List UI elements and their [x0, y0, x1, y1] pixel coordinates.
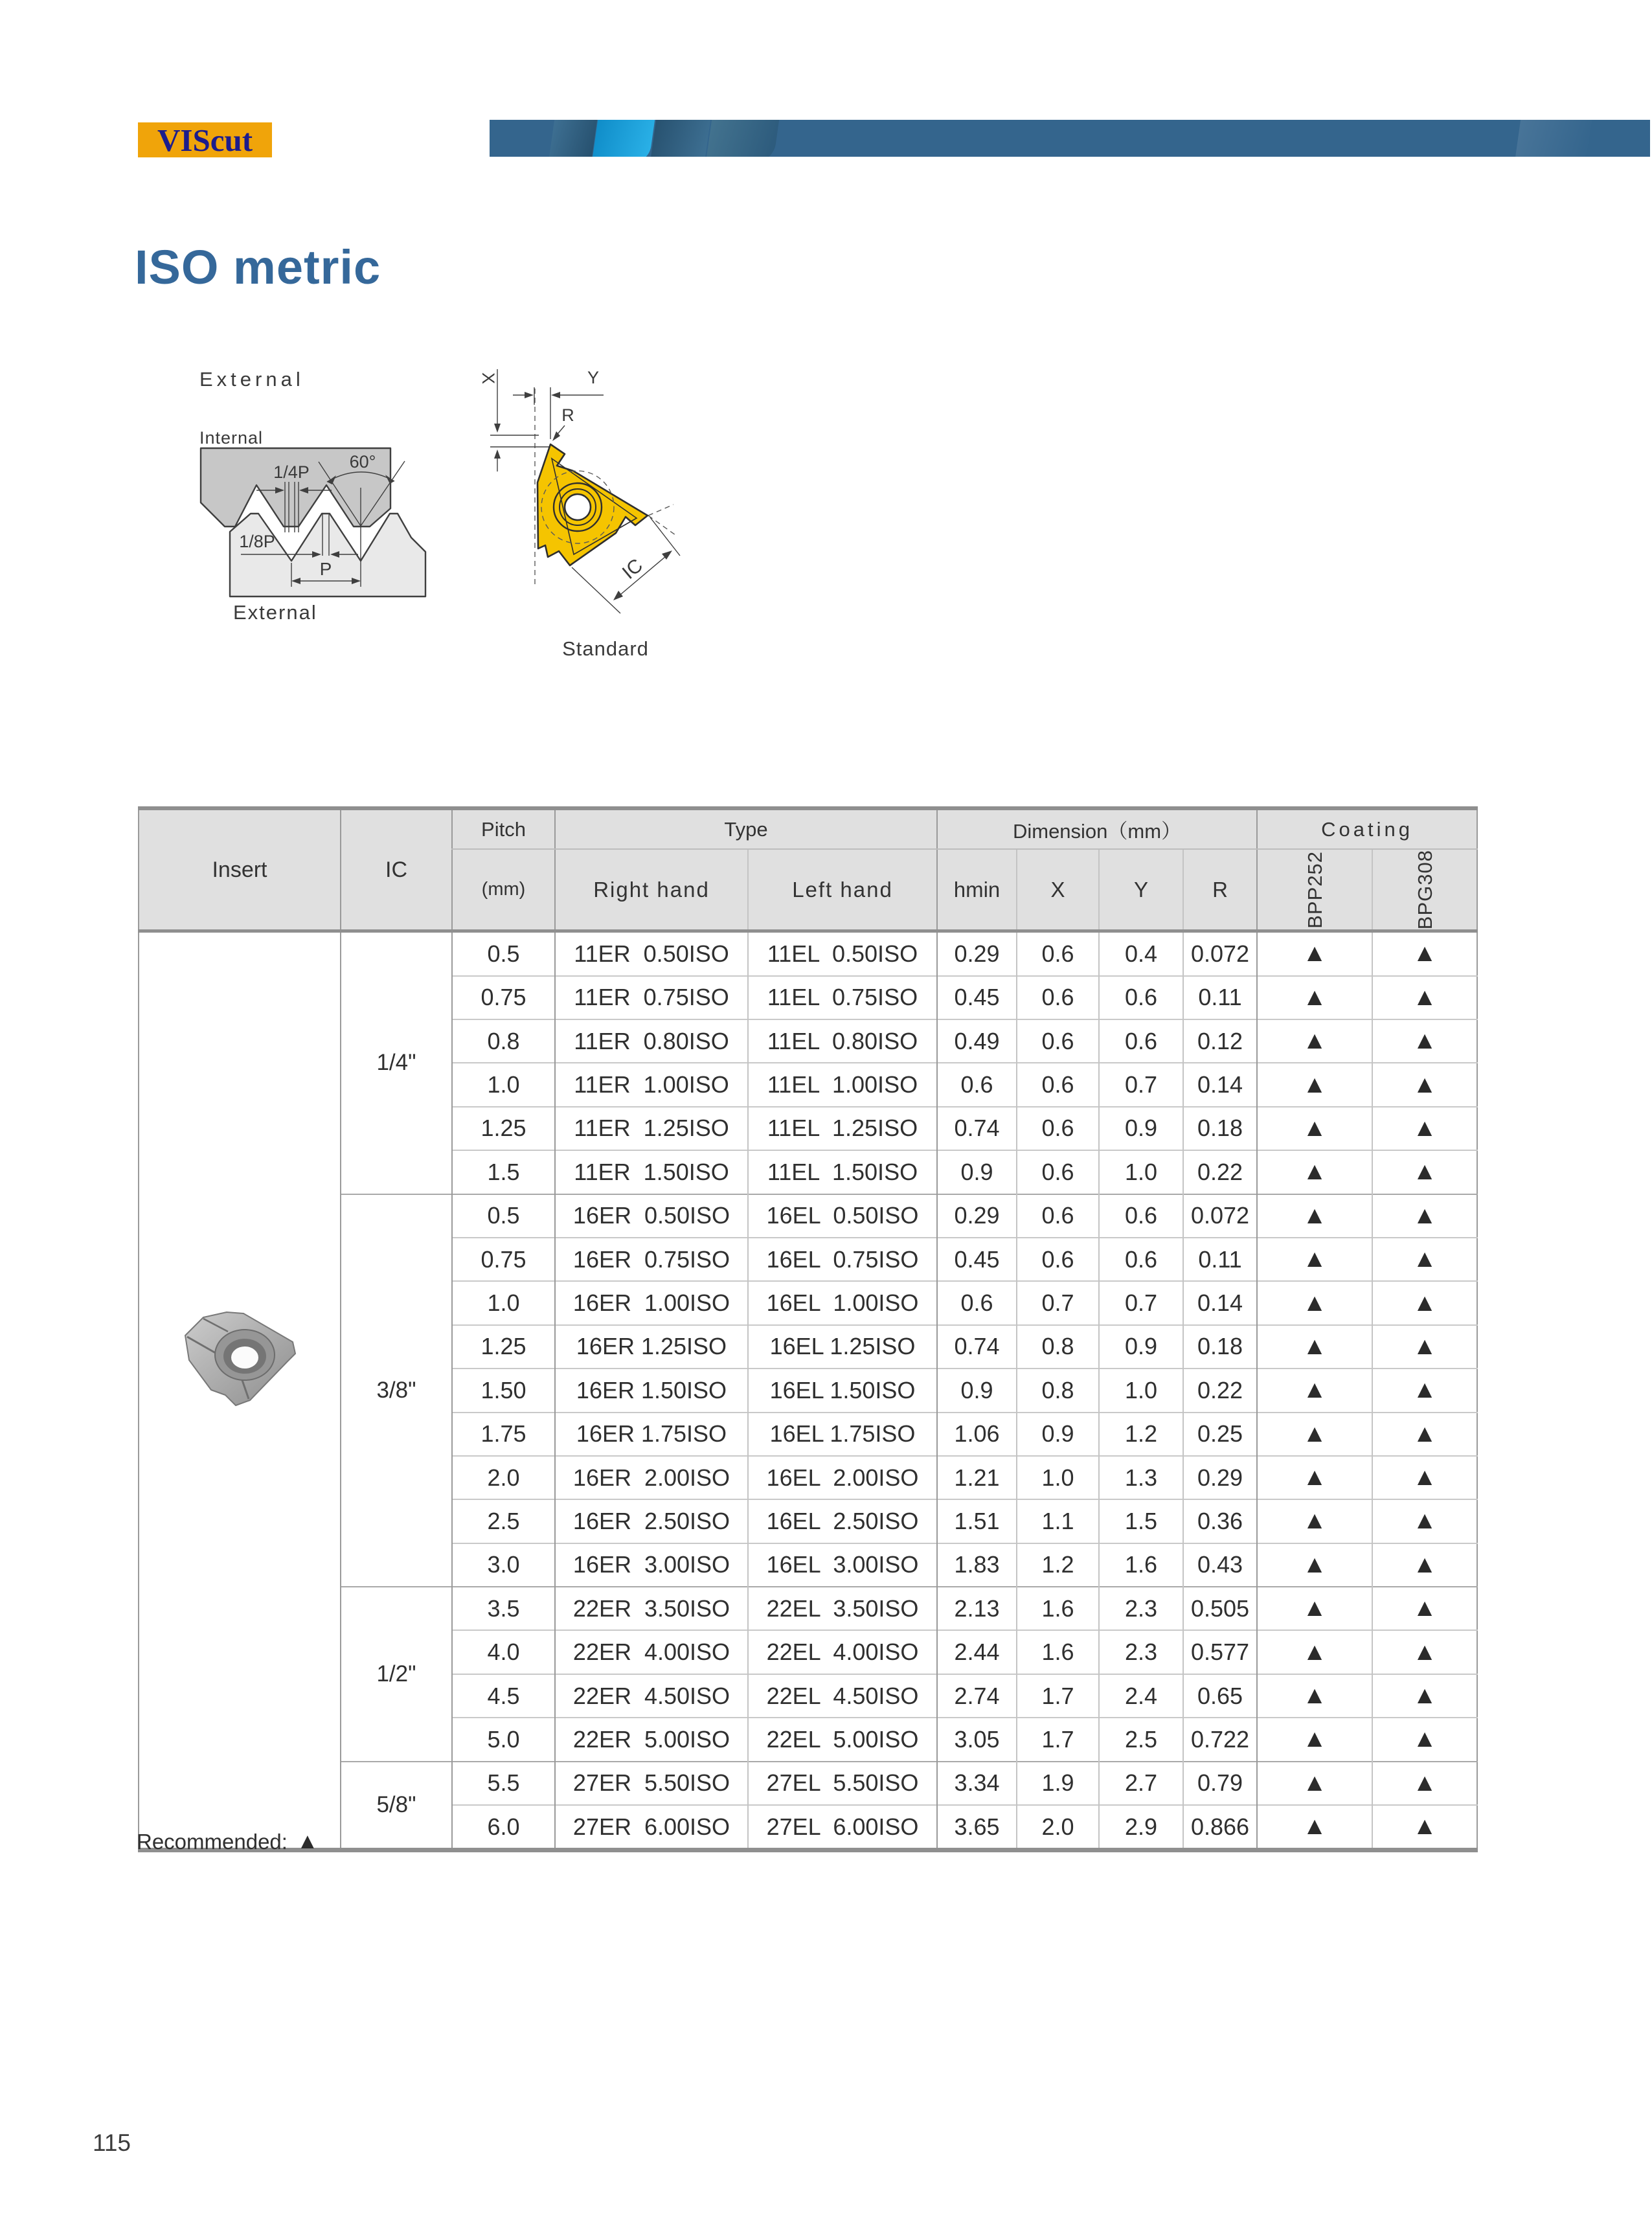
col-header-dimension: Dimension（mm）	[937, 808, 1257, 849]
col-header-x: X	[1017, 849, 1099, 931]
dim-x: 0.6	[1017, 1238, 1099, 1281]
coating-marker-bpp252: ▲	[1257, 1150, 1372, 1194]
dim-x: 1.6	[1017, 1587, 1099, 1630]
y-dim-label: Y	[587, 368, 600, 387]
col-header-type: Type	[555, 808, 937, 849]
dim-hmin: 3.34	[937, 1762, 1017, 1805]
coating-marker-bpp252: ▲	[1257, 1325, 1372, 1369]
ic-group-label: 1/2"	[341, 1587, 452, 1762]
recommended-note	[137, 1829, 319, 1854]
coating-marker-bpg308: ▲	[1372, 1194, 1477, 1238]
coating-marker-bpg308: ▲	[1372, 1369, 1477, 1412]
type-right-hand: 27ER 6.00ISO	[555, 1805, 748, 1850]
dim-x: 0.6	[1017, 1019, 1099, 1063]
dim-hmin: 0.74	[937, 1107, 1017, 1150]
dim-x: 1.2	[1017, 1543, 1099, 1587]
dim-x: 0.6	[1017, 1150, 1099, 1194]
dim-r: 0.866	[1183, 1805, 1257, 1850]
dim-hmin: 1.51	[937, 1499, 1017, 1543]
x-dim-label: X	[479, 372, 498, 385]
ic-dim-label: IC	[618, 554, 647, 584]
dim-r: 0.36	[1183, 1499, 1257, 1543]
pitch-value: 1.0	[452, 1063, 555, 1106]
type-left-hand: 16EL 3.00ISO	[748, 1543, 937, 1587]
dim-r: 0.722	[1183, 1718, 1257, 1761]
coating-marker-bpp252: ▲	[1257, 1674, 1372, 1718]
pitch-value: 0.75	[452, 1238, 555, 1281]
brand-logo-text: VIScut	[157, 122, 253, 158]
col-header-right-hand: Right hand	[555, 849, 748, 931]
type-left-hand: 22EL 3.50ISO	[748, 1587, 937, 1630]
type-left-hand: 11EL 1.25ISO	[748, 1107, 937, 1150]
dim-r: 0.14	[1183, 1281, 1257, 1324]
banner-stripe	[650, 120, 712, 157]
col-header-ic: IC	[341, 808, 452, 931]
coating-marker-bpp252: ▲	[1257, 1238, 1372, 1281]
type-right-hand: 16ER 0.75ISO	[555, 1238, 748, 1281]
r-dim-label: R	[561, 405, 574, 425]
pitch-value: 0.5	[452, 931, 555, 976]
insert-photo	[166, 1298, 312, 1422]
dim-y: 0.6	[1099, 976, 1183, 1019]
type-right-hand: 16ER 1.50ISO	[555, 1369, 748, 1412]
standard-caption: Standard	[562, 637, 649, 660]
eighth-pitch-label: 1/8P	[239, 532, 275, 551]
type-right-hand: 11ER 1.50ISO	[555, 1150, 748, 1194]
coating-marker-bpg308: ▲	[1372, 1499, 1477, 1543]
dim-x: 1.7	[1017, 1718, 1099, 1761]
type-left-hand: 22EL 4.00ISO	[748, 1630, 937, 1674]
dim-r: 0.14	[1183, 1063, 1257, 1106]
coating-marker-bpg308: ▲	[1372, 1718, 1477, 1761]
external-bottom-label: External	[233, 601, 317, 624]
pitch-value: 1.0	[452, 1281, 555, 1324]
dim-hmin: 0.6	[937, 1063, 1017, 1106]
dim-hmin: 0.45	[937, 1238, 1017, 1281]
type-left-hand: 11EL 1.00ISO	[748, 1063, 937, 1106]
dim-hmin: 2.13	[937, 1587, 1017, 1630]
coating-marker-bpp252: ▲	[1257, 1281, 1372, 1324]
ic-group-label: 5/8"	[341, 1762, 452, 1850]
dim-x: 1.7	[1017, 1674, 1099, 1718]
dim-hmin: 0.49	[937, 1019, 1017, 1063]
dim-r: 0.29	[1183, 1456, 1257, 1499]
dim-r: 0.505	[1183, 1587, 1257, 1630]
header-banner	[490, 120, 1650, 157]
dim-r: 0.577	[1183, 1630, 1257, 1674]
dim-x: 0.8	[1017, 1325, 1099, 1369]
dim-hmin: 2.44	[937, 1630, 1017, 1674]
banner-stripe	[549, 120, 598, 157]
coating-marker-bpp252: ▲	[1257, 931, 1372, 976]
pitch-label: P	[319, 559, 332, 579]
dim-y: 0.9	[1099, 1325, 1183, 1369]
type-left-hand: 11EL 0.75ISO	[748, 976, 937, 1019]
recommended-label: Recommended:	[137, 1829, 288, 1854]
pitch-value: 5.0	[452, 1718, 555, 1761]
dim-x: 0.6	[1017, 931, 1099, 976]
type-left-hand: 22EL 4.50ISO	[748, 1674, 937, 1718]
coating-marker-bpp252: ▲	[1257, 1499, 1372, 1543]
dim-x: 1.9	[1017, 1762, 1099, 1805]
type-right-hand: 22ER 3.50ISO	[555, 1587, 748, 1630]
dim-hmin: 0.74	[937, 1325, 1017, 1369]
angle-label: 60°	[349, 452, 376, 471]
type-left-hand: 16EL 2.00ISO	[748, 1456, 937, 1499]
type-left-hand: 11EL 0.50ISO	[748, 931, 937, 976]
pitch-value: 0.8	[452, 1019, 555, 1063]
coating-marker-bpg308: ▲	[1372, 1281, 1477, 1324]
type-left-hand: 22EL 5.00ISO	[748, 1718, 937, 1761]
type-right-hand: 22ER 4.50ISO	[555, 1674, 748, 1718]
pitch-value: 1.25	[452, 1325, 555, 1369]
type-right-hand: 16ER 3.00ISO	[555, 1543, 748, 1587]
dim-hmin: 1.06	[937, 1413, 1017, 1456]
dim-r: 0.18	[1183, 1325, 1257, 1369]
dim-r: 0.22	[1183, 1150, 1257, 1194]
pitch-value: 0.75	[452, 976, 555, 1019]
dim-r: 0.18	[1183, 1107, 1257, 1150]
type-right-hand: 11ER 0.75ISO	[555, 976, 748, 1019]
dim-y: 2.4	[1099, 1674, 1183, 1718]
pitch-value: 3.5	[452, 1587, 555, 1630]
pitch-value: 6.0	[452, 1805, 555, 1850]
external-thread-shape	[230, 514, 425, 596]
dim-x: 0.9	[1017, 1413, 1099, 1456]
dim-hmin: 0.29	[937, 931, 1017, 976]
dim-r: 0.79	[1183, 1762, 1257, 1805]
dim-hmin: 0.45	[937, 976, 1017, 1019]
dim-y: 0.6	[1099, 1238, 1183, 1281]
dim-r: 0.43	[1183, 1543, 1257, 1587]
dim-y: 0.7	[1099, 1281, 1183, 1324]
external-top-label: External	[199, 368, 304, 391]
coating-marker-bpp252: ▲	[1257, 1762, 1372, 1805]
coating-marker-bpg308: ▲	[1372, 1150, 1477, 1194]
coating-marker-bpp252: ▲	[1257, 1019, 1372, 1063]
type-right-hand: 16ER 0.50ISO	[555, 1194, 748, 1238]
type-right-hand: 11ER 0.80ISO	[555, 1019, 748, 1063]
type-right-hand: 22ER 5.00ISO	[555, 1718, 748, 1761]
dim-x: 2.0	[1017, 1805, 1099, 1850]
col-header-r: R	[1183, 849, 1257, 931]
type-right-hand: 16ER 1.00ISO	[555, 1281, 748, 1324]
recommended-marker: ▲	[296, 1829, 319, 1854]
dim-y: 2.3	[1099, 1630, 1183, 1674]
pitch-value: 4.0	[452, 1630, 555, 1674]
insert-photo-graphic	[166, 1298, 312, 1422]
coating-marker-bpp252: ▲	[1257, 976, 1372, 1019]
dim-y: 1.6	[1099, 1543, 1183, 1587]
dim-y: 1.0	[1099, 1369, 1183, 1412]
type-right-hand: 16ER 1.25ISO	[555, 1325, 748, 1369]
ic-group-label: 3/8"	[341, 1194, 452, 1587]
coating-marker-bpp252: ▲	[1257, 1587, 1372, 1630]
pitch-value: 0.5	[452, 1194, 555, 1238]
col-header-coating: Coating	[1257, 808, 1477, 849]
coating-marker-bpg308: ▲	[1372, 1107, 1477, 1150]
dim-x: 1.0	[1017, 1456, 1099, 1499]
dim-y: 2.7	[1099, 1762, 1183, 1805]
coating-marker-bpg308: ▲	[1372, 1543, 1477, 1587]
dim-y: 1.0	[1099, 1150, 1183, 1194]
quarter-pitch-label: 1/4P	[273, 462, 310, 482]
coating-marker-bpg308: ▲	[1372, 1762, 1477, 1805]
dim-r: 0.25	[1183, 1413, 1257, 1456]
pitch-value: 1.5	[452, 1150, 555, 1194]
coating-marker-bpg308: ▲	[1372, 1019, 1477, 1063]
dim-hmin: 2.74	[937, 1674, 1017, 1718]
coating-marker-bpp252: ▲	[1257, 1194, 1372, 1238]
pitch-value: 4.5	[452, 1674, 555, 1718]
coating-marker-bpp252: ▲	[1257, 1107, 1372, 1150]
type-right-hand: 11ER 0.50ISO	[555, 931, 748, 976]
table-header	[139, 808, 1477, 931]
brand-logo	[138, 122, 272, 157]
coating-marker-bpp252: ▲	[1257, 1413, 1372, 1456]
dim-hmin: 3.05	[937, 1718, 1017, 1761]
type-left-hand: 11EL 1.50ISO	[748, 1150, 937, 1194]
coating-marker-bpg308: ▲	[1372, 1413, 1477, 1456]
type-left-hand: 16EL 1.00ISO	[748, 1281, 937, 1324]
col-header-pitch-unit: (mm)	[452, 849, 555, 931]
banner-stripe	[1515, 120, 1593, 157]
coating-marker-bpg308: ▲	[1372, 1063, 1477, 1106]
coating-marker-bpg308: ▲	[1372, 1238, 1477, 1281]
dim-x: 0.7	[1017, 1281, 1099, 1324]
pitch-value: 3.0	[452, 1543, 555, 1587]
coating-marker-bpp252: ▲	[1257, 1630, 1372, 1674]
dim-x: 0.8	[1017, 1369, 1099, 1412]
dim-x: 0.6	[1017, 1194, 1099, 1238]
dim-y: 1.3	[1099, 1456, 1183, 1499]
dim-x: 0.6	[1017, 1107, 1099, 1150]
coating-marker-bpg308: ▲	[1372, 931, 1477, 976]
banner-stripe	[592, 120, 656, 157]
dim-y: 0.6	[1099, 1019, 1183, 1063]
spec-table-wrapper	[138, 806, 1477, 1852]
dim-x: 1.6	[1017, 1630, 1099, 1674]
type-left-hand: 16EL 1.75ISO	[748, 1413, 937, 1456]
type-left-hand: 27EL 5.50ISO	[748, 1762, 937, 1805]
type-right-hand: 16ER 2.50ISO	[555, 1499, 748, 1543]
dim-r: 0.11	[1183, 1238, 1257, 1281]
table-body	[139, 931, 1477, 1850]
coating-marker-bpg308: ▲	[1372, 1325, 1477, 1369]
type-left-hand: 16EL 2.50ISO	[748, 1499, 937, 1543]
dim-y: 1.5	[1099, 1499, 1183, 1543]
coating-marker-bpp252: ▲	[1257, 1805, 1372, 1850]
type-right-hand: 22ER 4.00ISO	[555, 1630, 748, 1674]
dim-r: 0.65	[1183, 1674, 1257, 1718]
type-left-hand: 16EL 1.50ISO	[748, 1369, 937, 1412]
dim-y: 2.5	[1099, 1718, 1183, 1761]
type-right-hand: 16ER 1.75ISO	[555, 1413, 748, 1456]
col-header-insert: Insert	[139, 808, 341, 931]
pitch-value: 2.0	[452, 1456, 555, 1499]
dim-r: 0.072	[1183, 1194, 1257, 1238]
spec-table	[138, 806, 1478, 1852]
coating-marker-bpg308: ▲	[1372, 1587, 1477, 1630]
col-header-pitch: Pitch	[452, 808, 555, 849]
dim-hmin: 1.21	[937, 1456, 1017, 1499]
type-right-hand: 11ER 1.25ISO	[555, 1107, 748, 1150]
dim-hmin: 1.83	[937, 1543, 1017, 1587]
coating-marker-bpp252: ▲	[1257, 1718, 1372, 1761]
pitch-value: 1.25	[452, 1107, 555, 1150]
dim-r: 0.11	[1183, 976, 1257, 1019]
ic-group-label: 1/4"	[341, 931, 452, 1194]
col-header-bpg308: BPG308	[1372, 849, 1477, 931]
dim-y: 2.9	[1099, 1805, 1183, 1850]
coating-marker-bpp252: ▲	[1257, 1369, 1372, 1412]
internal-label: Internal	[199, 428, 264, 448]
dim-y: 0.4	[1099, 931, 1183, 976]
coating-marker-bpg308: ▲	[1372, 1674, 1477, 1718]
type-left-hand: 11EL 0.80ISO	[748, 1019, 937, 1063]
dim-x: 0.6	[1017, 1063, 1099, 1106]
dim-r: 0.072	[1183, 931, 1257, 976]
dim-y: 0.9	[1099, 1107, 1183, 1150]
pitch-value: 5.5	[452, 1762, 555, 1805]
page-number: 115	[93, 2129, 131, 2156]
dim-hmin: 0.29	[937, 1194, 1017, 1238]
coating-marker-bpp252: ▲	[1257, 1063, 1372, 1106]
page-title: ISO metric	[135, 240, 381, 294]
dim-x: 0.6	[1017, 976, 1099, 1019]
table-row	[139, 931, 1477, 976]
pitch-value: 1.75	[452, 1413, 555, 1456]
dim-hmin: 0.6	[937, 1281, 1017, 1324]
coating-marker-bpg308: ▲	[1372, 1456, 1477, 1499]
coating-marker-bpg308: ▲	[1372, 1630, 1477, 1674]
coating-marker-bpp252: ▲	[1257, 1543, 1372, 1587]
type-right-hand: 16ER 2.00ISO	[555, 1456, 748, 1499]
dim-y: 1.2	[1099, 1413, 1183, 1456]
dim-hmin: 0.9	[937, 1150, 1017, 1194]
col-header-y: Y	[1099, 849, 1183, 931]
pitch-value: 1.50	[452, 1369, 555, 1412]
pitch-value: 2.5	[452, 1499, 555, 1543]
dim-hmin: 0.9	[937, 1369, 1017, 1412]
type-left-hand: 16EL 0.50ISO	[748, 1194, 937, 1238]
insert-dimension-diagram	[440, 337, 777, 674]
dim-y: 0.7	[1099, 1063, 1183, 1106]
col-header-left-hand: Left hand	[748, 849, 937, 931]
dim-r: 0.12	[1183, 1019, 1257, 1063]
dim-y: 2.3	[1099, 1587, 1183, 1630]
type-left-hand: 27EL 6.00ISO	[748, 1805, 937, 1850]
type-left-hand: 16EL 0.75ISO	[748, 1238, 937, 1281]
type-right-hand: 11ER 1.00ISO	[555, 1063, 748, 1106]
center-hole	[565, 494, 591, 520]
coating-marker-bpg308: ▲	[1372, 1805, 1477, 1850]
dim-y: 0.6	[1099, 1194, 1183, 1238]
col-header-hmin: hmin	[937, 849, 1017, 931]
dim-x: 1.1	[1017, 1499, 1099, 1543]
dim-r: 0.22	[1183, 1369, 1257, 1412]
col-header-bpp252: BPP252	[1257, 849, 1372, 931]
coating-marker-bpg308: ▲	[1372, 976, 1477, 1019]
type-right-hand: 27ER 5.50ISO	[555, 1762, 748, 1805]
type-left-hand: 16EL 1.25ISO	[748, 1325, 937, 1369]
dim-hmin: 3.65	[937, 1805, 1017, 1850]
banner-stripe	[706, 120, 780, 157]
coating-marker-bpp252: ▲	[1257, 1456, 1372, 1499]
